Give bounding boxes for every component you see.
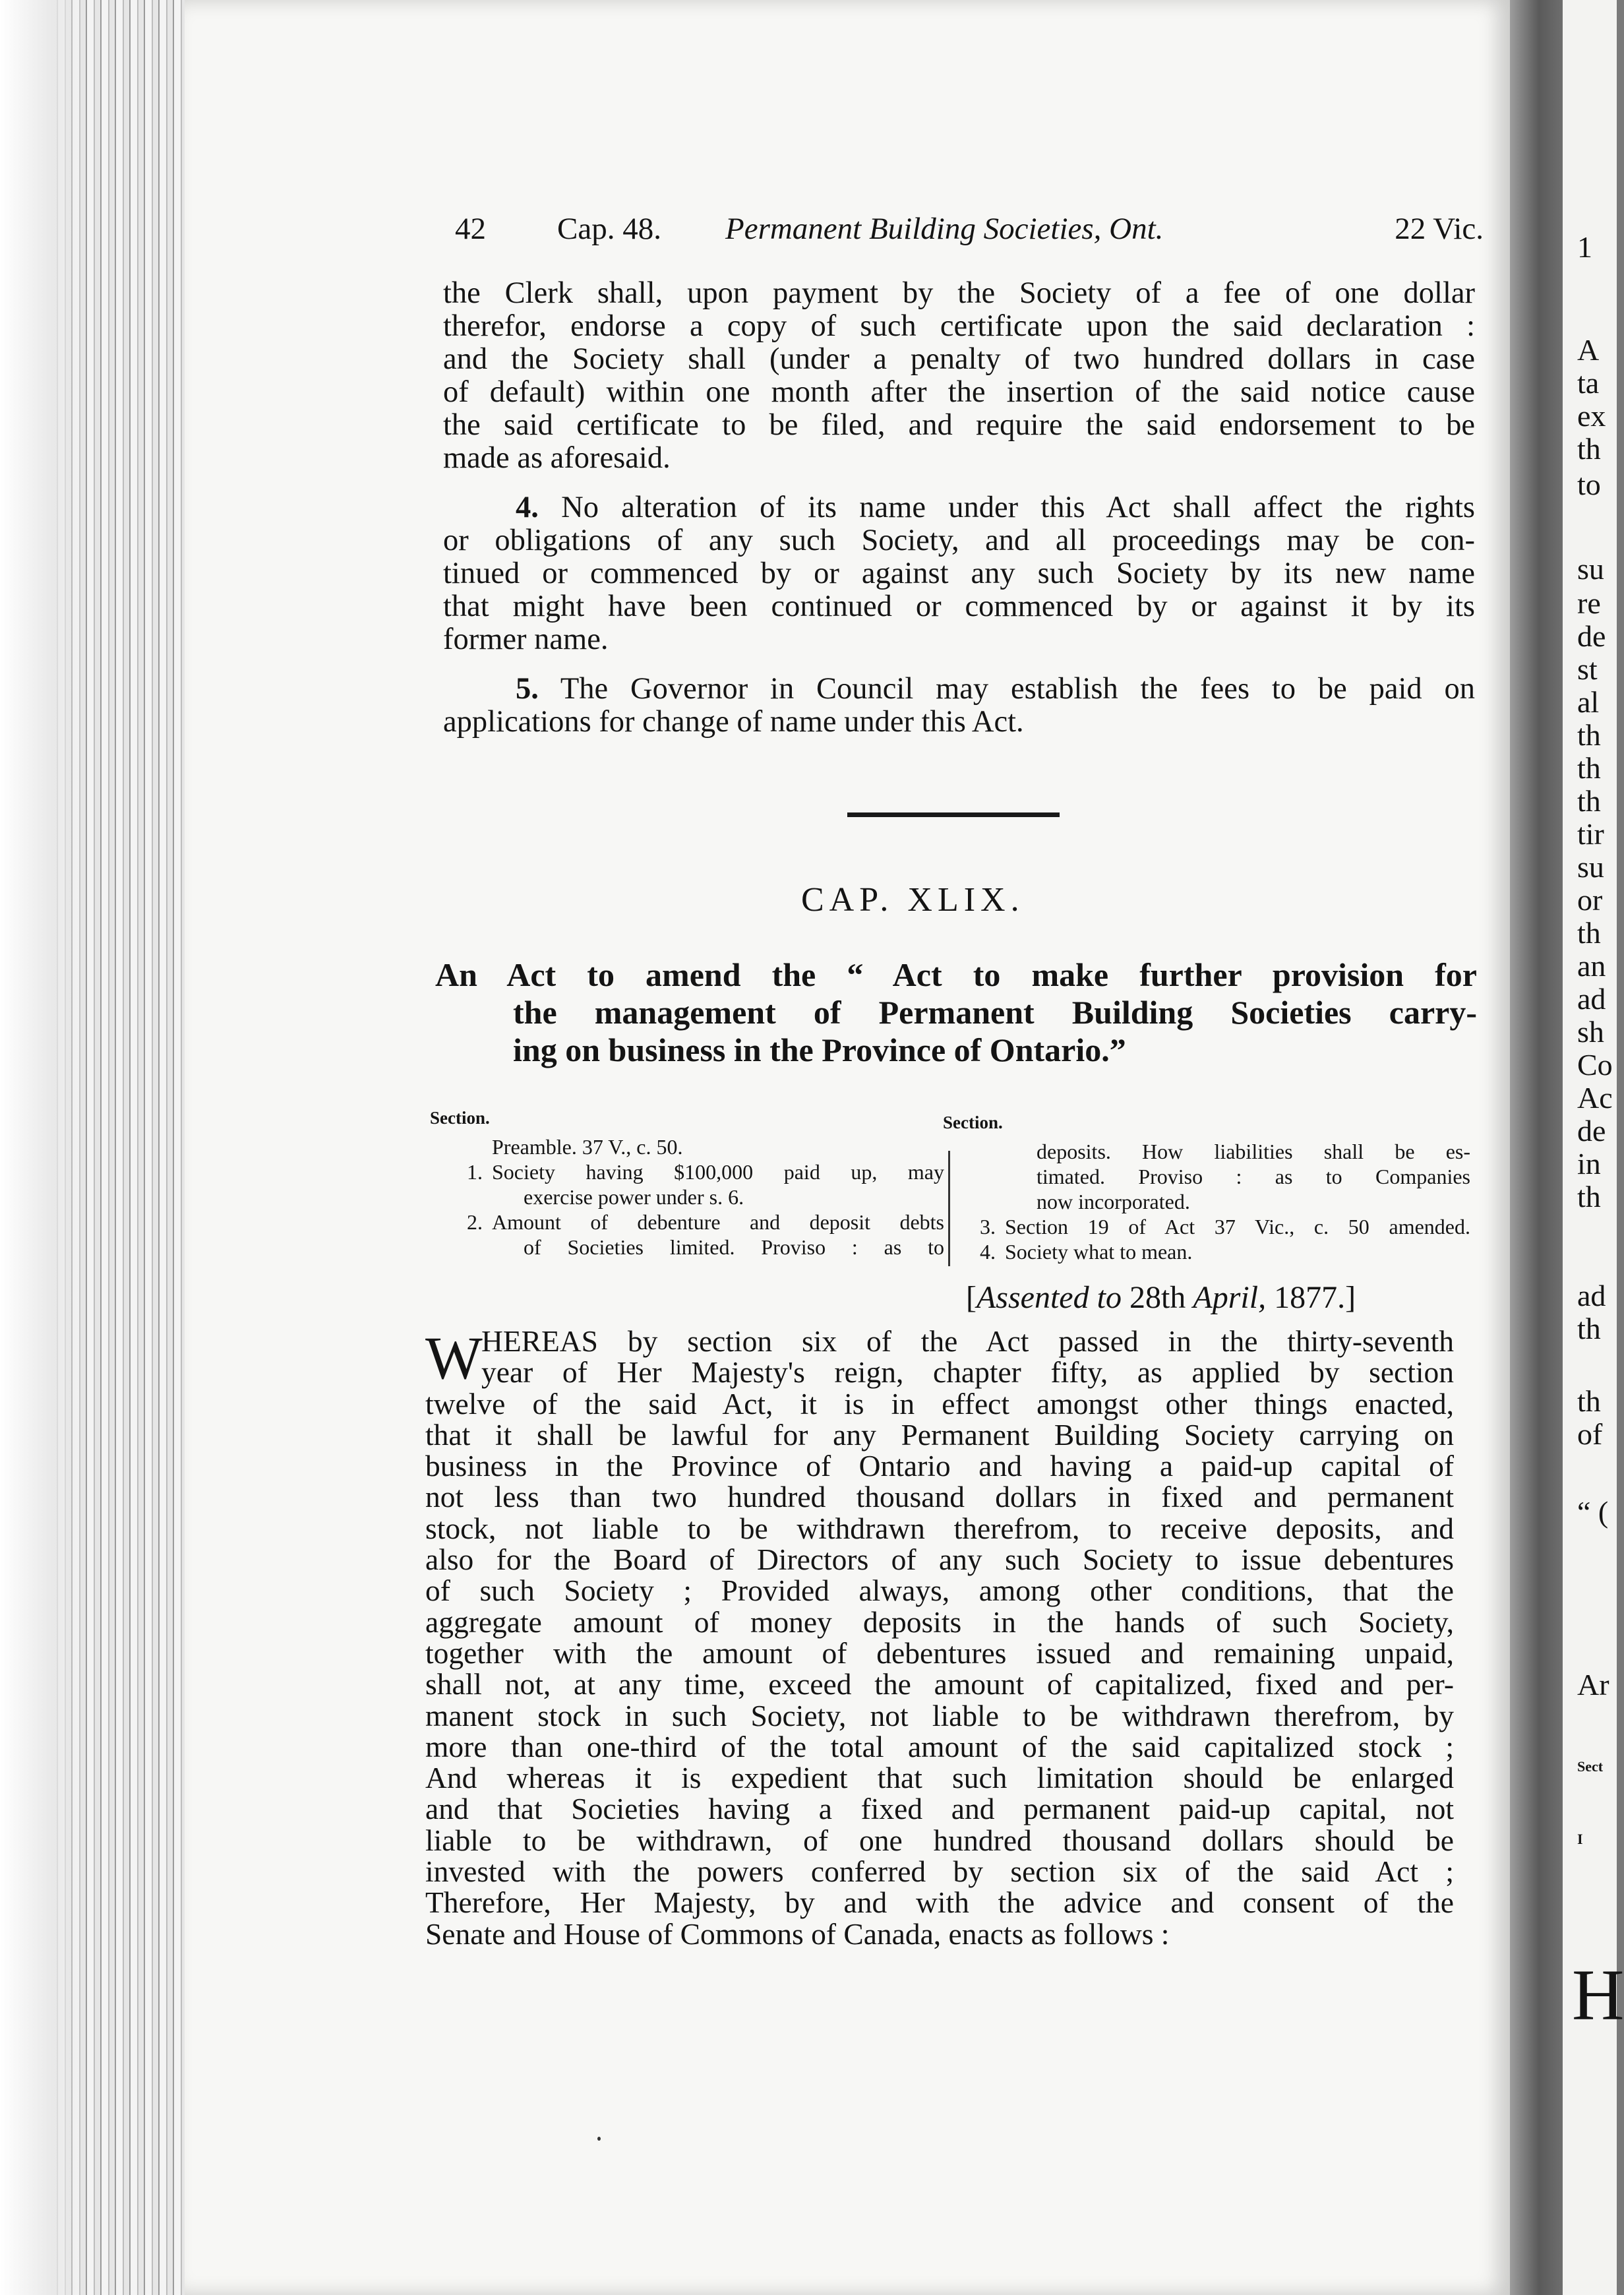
toc-number xyxy=(430,1134,492,1159)
assent-day: 28th xyxy=(1129,1280,1186,1315)
facing-page-fragment: I xyxy=(1577,1831,1583,1847)
facing-page-fragment: su xyxy=(1577,552,1604,586)
text-line: invested with the powers conferred by section six of the said Act ; xyxy=(425,1854,1454,1889)
text-line: of default) within one month after the insertion of the said notice cause xyxy=(443,375,1475,409)
text-line: shall not, at any time, exceed the amount of capitalized, fixed and per- xyxy=(425,1667,1454,1701)
section-divider-rule xyxy=(847,812,1060,817)
act-title xyxy=(435,956,1477,1069)
text-line: the Clerk shall, upon payment by the Society of a fee of one dollar xyxy=(443,276,1475,310)
toc-entry xyxy=(943,1139,1470,1164)
facing-page-fragment: sh xyxy=(1577,1015,1604,1049)
toc-entry xyxy=(430,1209,944,1235)
facing-page-fragment: of xyxy=(1577,1417,1603,1451)
text-line: manent stock in such Society, not liable to be withdrawn therefrom, by xyxy=(425,1698,1454,1732)
facing-page-fragment: ad xyxy=(1577,982,1606,1016)
toc-number: 3. xyxy=(980,1215,996,1239)
text-line: twelve of the said Act, it is in effect amongst other things enacted, xyxy=(425,1386,1454,1421)
text-line: made as aforesaid. xyxy=(443,441,671,475)
text-line: aggregate amount of money deposits in the hands of such Society, xyxy=(425,1605,1454,1639)
facing-page-fragment: al xyxy=(1577,685,1600,719)
header-regnal-year: 22 Vic. xyxy=(1395,212,1484,246)
section-5-line-1: The Governor in Council may establish the fees to be paid on xyxy=(560,672,1475,706)
facing-page-fragment: ex xyxy=(1577,399,1606,433)
facing-page-fragment: th xyxy=(1577,751,1601,785)
facing-page-fragment: de xyxy=(1577,619,1606,653)
text-line: also for the Board of Directors of any such Society to issue debentures xyxy=(425,1543,1454,1577)
toc-number xyxy=(943,1139,1005,1164)
toc-text: exercise power under s. 6. xyxy=(524,1185,744,1209)
book-left-edge xyxy=(0,0,185,2295)
facing-page-fragment: A xyxy=(1577,333,1600,367)
toc-text: Preamble. 37 V., c. 50. xyxy=(492,1135,683,1159)
toc-text: timated. Proviso : as to Companies xyxy=(1037,1165,1470,1188)
toc-entry xyxy=(430,1159,944,1184)
facing-page-edge xyxy=(1563,0,1624,2295)
book-gutter xyxy=(1510,0,1563,2295)
facing-page-fragment: th xyxy=(1577,432,1601,466)
text-line: more than one-third of the total amount of the said capitalized stock ; xyxy=(425,1729,1454,1763)
facing-page-fragment: “ ( xyxy=(1577,1495,1609,1529)
text-line xyxy=(443,491,1475,524)
facing-page-fragment: th xyxy=(1577,916,1601,950)
chapter-heading: CAP. XLIX. xyxy=(801,881,1025,919)
text-line: And whereas it is expedient that such limitation should be enlarged xyxy=(425,1761,1454,1795)
text-line: former name. xyxy=(443,623,609,656)
facing-page-fragment: th xyxy=(1577,1180,1601,1213)
text-line: therefor, endorse a copy of such certificate upon the said declaration : xyxy=(443,309,1475,343)
text-line: not less than two hundred thousand dollars in fixed and permanent xyxy=(425,1480,1454,1514)
act-title-line: An Act to amend the “ Act to make further provision for xyxy=(435,956,1477,993)
assent-year: 1877.] xyxy=(1266,1280,1356,1315)
act-title-line: the management of Permanent Building Societies carry- xyxy=(513,994,1477,1031)
facing-page-fragment: th xyxy=(1577,1384,1601,1418)
toc-entry-cont xyxy=(430,1184,944,1209)
text-line: Senate and House of Commons of Canada, enacts as follows : xyxy=(425,1916,1170,1951)
facing-page-fragment: th xyxy=(1577,718,1601,752)
text-line xyxy=(443,673,1475,706)
assent-line xyxy=(966,1279,1356,1316)
facing-page-fragment: ad xyxy=(1577,1279,1606,1312)
text-line: and that Societies having a fixed and permanent paid-up capital, not xyxy=(425,1792,1454,1826)
toc-entry xyxy=(943,1214,1470,1239)
facing-page-fragment: tir xyxy=(1577,817,1604,851)
text-line: of such Society ; Provided always, among other conditions, that the xyxy=(425,1574,1454,1608)
table-of-sections-right xyxy=(943,1110,1470,1264)
toc-text: Society having $100,000 paid up, may xyxy=(492,1160,944,1184)
toc-number: 4. xyxy=(980,1240,996,1264)
text-line: together with the amount of debentures issued and remaining unpaid, xyxy=(425,1636,1454,1670)
facing-page-fragment: to xyxy=(1577,468,1601,501)
toc-text: Section 19 of Act 37 Vic., c. 50 amended. xyxy=(1005,1215,1470,1239)
toc-heading: Section. xyxy=(430,1108,490,1128)
facing-page-fragment: H xyxy=(1572,1955,1624,2035)
toc-entry xyxy=(430,1134,944,1159)
text-line: business in the Province of Ontario and having a paid-up capital of xyxy=(425,1449,1454,1483)
text-line: HEREAS by section six of the Act passed in the thirty-seventh xyxy=(481,1324,1454,1358)
text-line: tinued or commenced by or against any such Society by its new name xyxy=(443,557,1475,590)
section-number: 5. xyxy=(516,672,539,706)
facing-page-fragment: de xyxy=(1577,1114,1606,1148)
toc-entry xyxy=(943,1239,1470,1264)
act-title-line: ing on business in the Province of Ontario.” xyxy=(513,1031,1126,1068)
facing-page-fragment: 1 xyxy=(1577,230,1592,264)
running-header xyxy=(455,211,1484,251)
facing-page-fragment: Ac xyxy=(1577,1081,1613,1115)
toc-text: Amount of debenture and deposit debts xyxy=(492,1210,944,1234)
paper-speck xyxy=(597,2137,601,2141)
text-line: that it shall be lawful for any Permanent Building Society carrying on xyxy=(425,1417,1454,1452)
toc-entry-cont xyxy=(943,1189,1470,1214)
text-line: liable to be withdrawn, of one hundred thousand dollars should be xyxy=(425,1823,1454,1857)
text-line: year of Her Majesty's reign, chapter fifty, as applied by section xyxy=(481,1355,1454,1390)
toc-entry-cont xyxy=(430,1235,944,1260)
toc-text: of Societies limited. Proviso : as to xyxy=(524,1235,944,1259)
header-chapter: Cap. 48. xyxy=(557,212,661,246)
text-line: Therefore, Her Majesty, by and with the advice and consent of the xyxy=(425,1885,1454,1920)
facing-page-fragment: st xyxy=(1577,652,1598,686)
text-line: the said certificate to be filed, and require the said endorsement to be xyxy=(443,408,1475,442)
section-3-continuation xyxy=(443,277,1475,475)
toc-number: 2. xyxy=(467,1210,483,1234)
text-line: and the Society shall (under a penalty of two hundred dollars in case xyxy=(443,342,1475,376)
section-number: 4. xyxy=(516,491,539,524)
facing-page-fragment: an xyxy=(1577,949,1606,983)
section-5 xyxy=(443,673,1475,739)
drop-cap: W xyxy=(425,1324,483,1392)
toc-entry-cont xyxy=(943,1164,1470,1189)
section-4-line-1: No alteration of its name under this Act shall affect the rights xyxy=(561,491,1475,524)
facing-page-fragment: Sect xyxy=(1577,1758,1604,1775)
text-line: that might have been continued or commenced by or against it by its xyxy=(443,590,1475,623)
text-line: stock, not liable to be withdrawn therefrom, to receive deposits, and xyxy=(425,1511,1454,1545)
toc-number: 1. xyxy=(467,1160,483,1184)
facing-page-fragment: th xyxy=(1577,1312,1601,1345)
facing-page-fragment: Ar xyxy=(1577,1668,1609,1701)
facing-page-fragment: th xyxy=(1577,784,1601,818)
text-line: applications for change of name under this Act. xyxy=(443,705,1024,739)
assent-text: Assented to xyxy=(976,1280,1129,1315)
table-of-sections-left xyxy=(430,1105,944,1260)
toc-text: Society what to mean. xyxy=(1005,1240,1193,1264)
assent-month: April, xyxy=(1186,1280,1267,1315)
toc-text: now incorporated. xyxy=(1037,1190,1190,1213)
assent-bracket: [ xyxy=(966,1280,977,1315)
facing-page-fragment: ta xyxy=(1577,366,1600,400)
header-running-title: Permanent Building Societies, Ont. xyxy=(725,212,1164,246)
facing-page-fragment: or xyxy=(1577,883,1603,917)
facing-page-fragment: in xyxy=(1577,1147,1601,1180)
facing-page-fragment: Co xyxy=(1577,1048,1613,1082)
toc-heading: Section. xyxy=(943,1113,1003,1132)
facing-page-fragment: su xyxy=(1577,850,1604,884)
text-line: or obligations of any such Society, and all proceedings may be con- xyxy=(443,524,1475,557)
section-4 xyxy=(443,491,1475,656)
preamble xyxy=(425,1326,1454,1949)
page-number: 42 xyxy=(455,212,486,246)
toc-text: deposits. How liabilities shall be es- xyxy=(1037,1140,1470,1163)
facing-page-fragment: re xyxy=(1577,586,1601,620)
